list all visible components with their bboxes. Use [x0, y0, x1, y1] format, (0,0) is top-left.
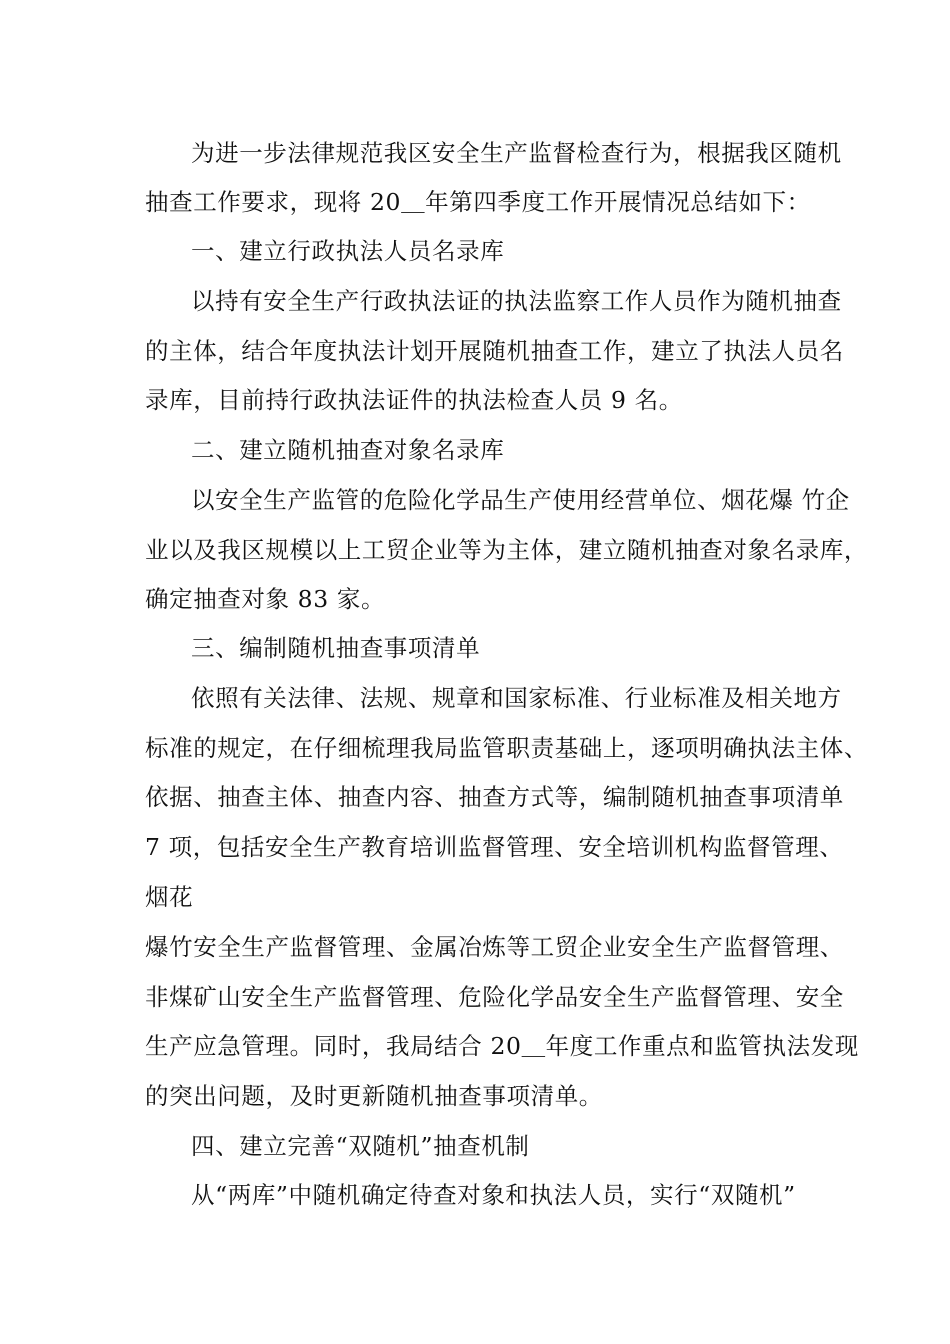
paragraph-line: 7 项，包括安全生产教育培训监督管理、安全培训机构监督管理、	[145, 833, 844, 861]
paragraph-line: 非煤矿山安全生产监督管理、危险化学品安全生产监督管理、安全	[145, 983, 844, 1011]
paragraph-line: 依照有关法律、法规、规章和国家标准、行业标准及相关地方	[191, 684, 842, 712]
paragraph-line: 依据、抽查主体、抽查内容、抽查方式等，编制随机抽查事项清单	[145, 783, 844, 811]
paragraph-line: 的突出问题，及时更新随机抽查事项清单。	[145, 1082, 603, 1110]
paragraph-line: 抽查工作要求，现将 20＿年第四季度工作开展情况总结如下：	[145, 188, 811, 216]
paragraph-line: 生产应急管理。同时，我局结合 20＿年度工作重点和监管执法发现	[145, 1032, 859, 1060]
paragraph-line: 录库，目前持行政执法证件的执法检查人员 9 名。	[145, 386, 683, 414]
paragraph-line: 为进一步法律规范我区安全生产监督检查行为，根据我区随机	[191, 139, 842, 167]
paragraph-line: 标准的规定，在仔细梳理我局监管职责基础上，逐项明确执法主体、	[145, 734, 868, 762]
paragraph-line: 确定抽查对象 83 家。	[145, 585, 386, 613]
section-heading: 四、建立完善“双随机”抽查机制	[191, 1132, 530, 1160]
paragraph-line: 以安全生产监管的危险化学品生产使用经营单位、烟花爆 竹企	[191, 486, 850, 514]
paragraph-line: 的主体，结合年度执法计划开展随机抽查工作，建立了执法人员名	[145, 337, 844, 365]
paragraph-line: 爆竹安全生产监督管理、金属冶炼等工贸企业安全生产监督管理、	[145, 933, 844, 961]
paragraph-line: 从“两库”中随机确定待查对象和执法人员，实行“双随机”	[191, 1181, 796, 1209]
paragraph-line: 烟花	[145, 883, 194, 911]
section-heading: 二、建立随机抽查对象名录库	[191, 436, 505, 464]
paragraph-line: 业以及我区规模以上工贸企业等为主体，建立随机抽查对象名录库，	[145, 536, 868, 564]
section-heading: 三、编制随机抽查事项清单	[191, 634, 481, 662]
paragraph-line: 以持有安全生产行政执法证的执法监察工作人员作为随机抽查	[191, 287, 842, 315]
section-heading: 一、建立行政执法人员名录库	[191, 237, 505, 265]
